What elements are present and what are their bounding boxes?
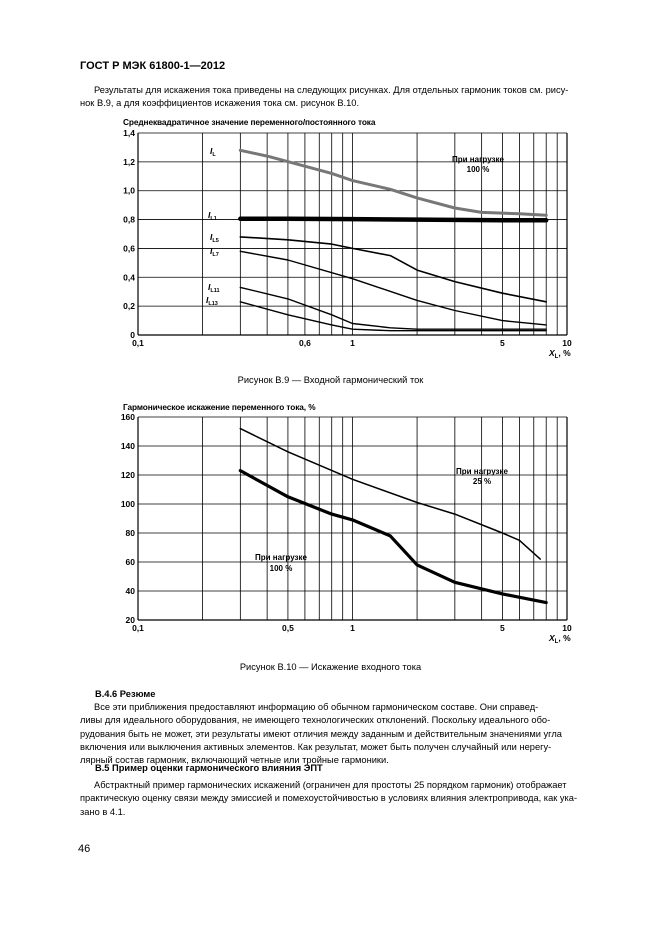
section-b46-line: Все эти приближения предоставляют информацию об обычном гармоническом составе. Они справед-: [94, 702, 539, 712]
section-b46-line: ливы для идеального оборудования, не имеющего технологических отклонений. Поскольку идеального обо-: [80, 715, 551, 726]
x-tick-label: 5: [500, 338, 505, 348]
y-tick-label: 140: [120, 441, 135, 451]
page-number: 46: [78, 843, 91, 855]
section-b46-line: лярный состав гармоник, включающий четные или тройные гармоники.: [80, 755, 389, 766]
x-tick-label: 1: [350, 338, 355, 348]
curve-label-I_L11: $I_{L11}$: [208, 282, 220, 294]
section-b46-line: рудования быть не может, эти результаты имеют отличия между заданным и действительным значениями угла: [80, 728, 562, 739]
intro-line: Результаты для искажения тока приведены на следующих рисунках. Для отдельных гармоник токов см. рису-: [94, 85, 569, 95]
annotation-load-25-line2: 25 %: [472, 477, 492, 486]
annotation-load-line2: 100 %: [466, 165, 490, 174]
x-tick-label: 10: [562, 623, 572, 633]
x-tick-label: 0,1: [132, 623, 144, 633]
series-line-load-100: [240, 471, 546, 603]
curve-label-I_L: $I_L$: [210, 146, 216, 158]
y-tick-label: 1,4: [123, 128, 135, 138]
curve-label-I_L1: $I_{L1}$: [208, 210, 217, 222]
y-tick-label: 0,6: [123, 243, 135, 254]
y-tick-label: 0,8: [123, 214, 135, 225]
x-tick-label: 10: [562, 338, 572, 348]
curve-label-I_L5: $I_{L5}$: [210, 232, 219, 244]
x-axis-label: $X_L$, %: [549, 348, 571, 360]
x-axis-label: $X_L$, %: [549, 633, 571, 645]
section-b46-line: включения или выключения активных элементов. Как результат, может быть получен случайный или нерегу-: [80, 741, 552, 752]
y-tick-label: 0: [130, 330, 135, 340]
y-tick-label: 120: [120, 470, 135, 480]
section-b5-body: [80, 779, 604, 819]
x-tick-label: 0,6: [298, 338, 311, 348]
figure9-caption: Рисунок В.9 — Входной гармонический ток: [237, 375, 424, 385]
curve-label-I_L13: $I_{L13}$: [206, 295, 218, 307]
x-tick-label: 0,5: [282, 623, 294, 633]
y-tick-label: 20: [125, 615, 135, 625]
x-tick-label: 0,1: [132, 338, 144, 348]
figure10-title: Гармоническое искажение переменного тока, %: [123, 402, 316, 412]
x-tick-label: 5: [500, 623, 505, 633]
curve-label-I_L7: $I_{L7}$: [210, 246, 219, 258]
y-tick-label: 1,0: [123, 185, 135, 196]
y-tick-label: 40: [125, 586, 135, 596]
annotation-load-100-line2: 100 %: [269, 564, 293, 573]
y-tick-label: 0,4: [123, 272, 135, 283]
y-tick-label: 80: [125, 528, 135, 538]
y-tick-label: 160: [120, 412, 135, 422]
y-tick-label: 100: [120, 499, 135, 509]
series-line-I_L11: [240, 287, 546, 329]
annotation-load-25-line1: При нагрузке: [456, 467, 508, 476]
figure10-chart: [0, 380, 661, 660]
document-header: ГОСТ Р МЭК 61800-1—2012: [80, 60, 226, 72]
section-b5-line: Абстрактный пример гармонических искажений (ограничен для простоты 25 порядком гармоник) отображает: [94, 780, 567, 790]
annotation-load-line1: При нагрузке: [452, 155, 504, 164]
figure10-caption: Рисунок В.10 — Искажение входного тока: [239, 662, 422, 672]
section-b46-heading: В.4.6 Резюме: [95, 689, 156, 699]
section-b46-body: [80, 701, 604, 767]
y-tick-label: 0,2: [123, 301, 135, 312]
figure9-chart: [0, 0, 661, 380]
section-b5-line: зано в 4.1.: [80, 806, 126, 817]
series-line-I_L1: [240, 219, 546, 221]
section-b5-line: практическую оценку связи между эмиссией и помехоустойчивостью в условиях влияния электропривода, как ука-: [80, 793, 578, 804]
section-b5-heading: В.5 Пример оценки гармонического влияния ЭПТ: [95, 763, 323, 773]
x-tick-label: 1: [350, 623, 355, 633]
figure9-title: Среднеквадратичное значение переменного/постоянного тока: [123, 117, 376, 127]
annotation-load-100-line1: При нагрузке: [255, 553, 307, 562]
intro-line: нок В.9, а для коэффициентов искажения тока см. рисунок В.10.: [80, 98, 360, 109]
y-tick-label: 60: [125, 557, 135, 567]
y-tick-label: 1,2: [123, 156, 135, 167]
